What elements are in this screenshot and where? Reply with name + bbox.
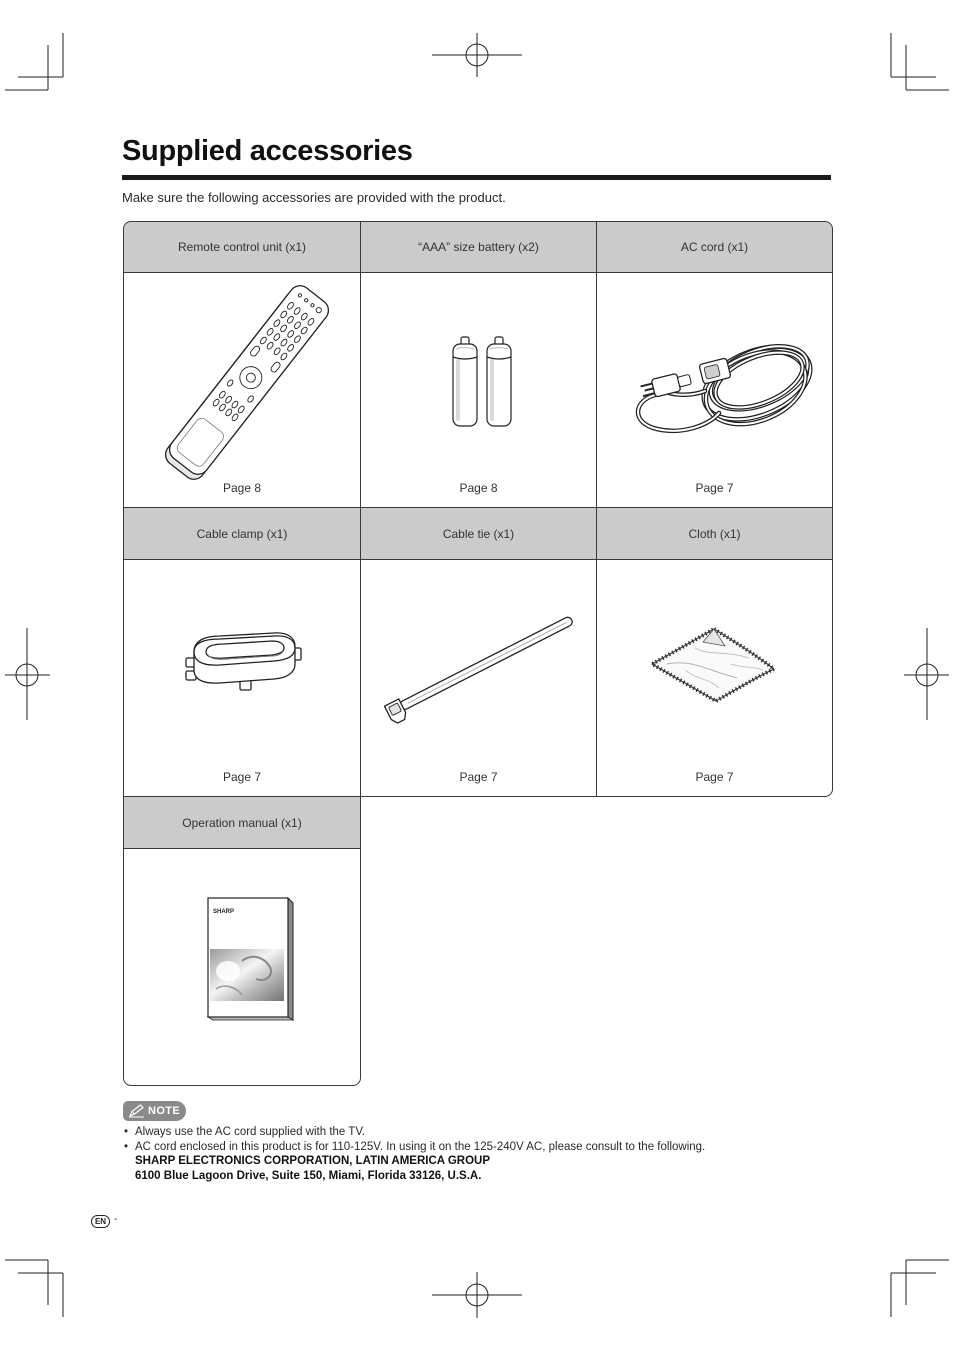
accessory-header [123, 796, 361, 849]
accessory-name: Remote control unit (x1) [177, 240, 307, 254]
registration-mark-left [5, 628, 50, 720]
crop-mark-top-right [891, 33, 949, 90]
accessory-name: “AAA” size battery (x2) [418, 240, 539, 254]
page-reference: Page 7 [222, 770, 262, 784]
address-line: SHARP ELECTRONICS CORPORATION, LATIN AMERICA GROUP [135, 1155, 491, 1167]
pencil-icon [128, 1104, 146, 1118]
note-list [123, 1125, 883, 1183]
accessory-name: Cloth (x1) [688, 526, 741, 541]
registration-mark-bottom [432, 1272, 522, 1318]
bullet-icon: • [124, 1126, 129, 1138]
remote-control-icon [124, 273, 362, 509]
note-bullet [123, 1140, 883, 1155]
accessory-header [123, 221, 361, 273]
title-rule [122, 175, 831, 180]
accessory-image-cell [596, 559, 833, 797]
page-reference: Page 7 [695, 770, 734, 784]
accessory-name: Operation manual (x1) [182, 815, 302, 830]
accessory-image-cell [360, 272, 597, 508]
cloth-icon [597, 560, 834, 798]
accessory-header [596, 221, 833, 273]
note-badge [123, 1101, 186, 1121]
note-label: NOTE [148, 1105, 181, 1117]
cable-clamp-icon [124, 560, 362, 798]
page-title: Supplied accessories [122, 135, 413, 167]
crop-mark-top-left [5, 33, 63, 90]
page-reference: Page 7 [459, 770, 498, 784]
registration-mark-right [904, 628, 949, 720]
accessory-header [123, 507, 361, 560]
bullet-icon: • [124, 1140, 129, 1153]
accessory-image-cell [123, 559, 361, 797]
intro-text: Make sure the following accessories are provided with the product. [122, 190, 506, 205]
crop-mark-bottom-right [891, 1260, 949, 1317]
accessory-header [596, 507, 833, 560]
note-text: AC cord enclosed in this product is for 110-125V. In using it on the 125-240V AC, please consult to the following. [135, 1140, 706, 1153]
manual-cover-logo: SHARP [213, 909, 235, 915]
accessory-name: Cable tie (x1) [442, 526, 515, 541]
registration-mark-top [432, 33, 522, 77]
accessory-image-cell [596, 272, 833, 508]
accessory-image-cell [123, 272, 361, 508]
page-reference: Page 8 [459, 481, 498, 495]
operation-manual-icon [124, 849, 362, 1087]
note-bullet [123, 1125, 883, 1140]
page-reference: Page 7 [695, 481, 734, 495]
accessory-header [360, 221, 597, 273]
crop-mark-bottom-left [5, 1260, 63, 1317]
page-reference: Page 8 [222, 481, 262, 495]
address-line: 6100 Blue Lagoon Drive, Suite 150, Miami, Florida 33126, U.S.A. [135, 1169, 482, 1182]
note-text: Always use the AC cord supplied with the TV. [135, 1126, 366, 1138]
accessory-name: Cable clamp (x1) [196, 526, 288, 541]
cable-tie-icon [361, 560, 598, 798]
ac-cord-icon [597, 273, 834, 509]
page-number-separator: - [114, 1214, 118, 1225]
accessory-name: AC cord (x1) [680, 240, 749, 254]
accessory-image-cell [360, 559, 597, 797]
accessory-header [360, 507, 597, 560]
language-badge: EN [91, 1215, 110, 1228]
battery-icon [361, 273, 598, 509]
accessory-image-cell [123, 848, 361, 1086]
